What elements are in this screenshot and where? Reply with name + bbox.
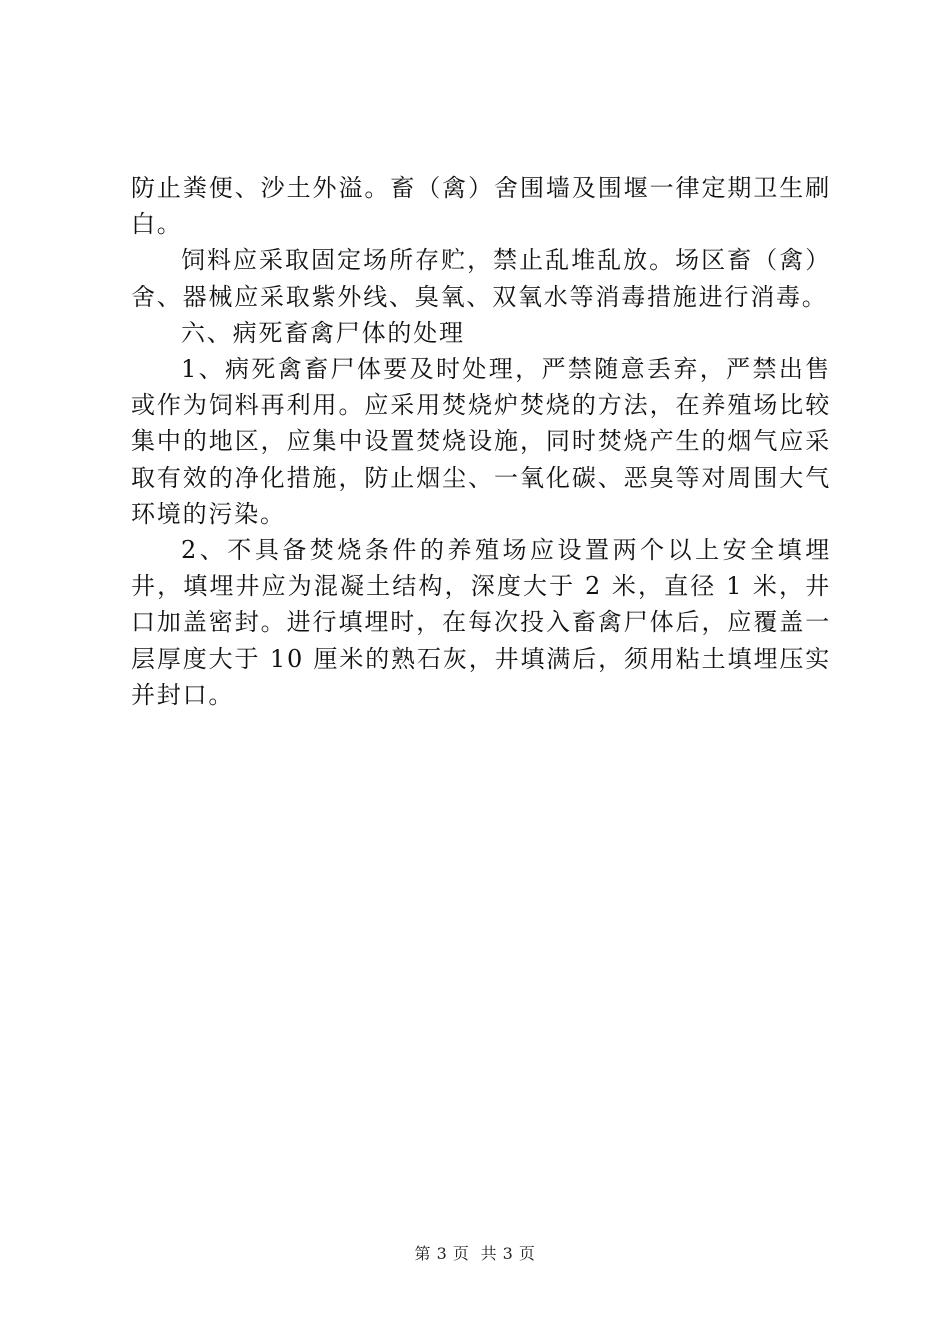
- page-number-label: 第 3 页 共 3 页: [414, 1244, 536, 1263]
- document-body: [131, 170, 831, 713]
- paragraph-feed-storage-disinfection: 饲料应采取固定场所存贮，禁止乱堆乱放。场区畜（禽）舍、器械应采取紫外线、臭氧、双氧水等消毒措施进行消毒。: [131, 246, 831, 311]
- page-footer: [0, 1243, 950, 1265]
- paragraph-burial-well: 2、不具备焚烧条件的养殖场应设置两个以上安全填埋井，填埋井应为混凝土结构，深度大于 2 米，直径 1 米，井口加盖密封。进行填埋时，在每次投入畜禽尸体后，应覆盖一层厚度大于 10 厘米的熟石灰，井填满后，须用粘土填埋压实并封口。: [131, 536, 831, 709]
- section-heading-dead-animal-disposal: 六、病死畜禽尸体的处理: [181, 318, 465, 347]
- paragraph-incineration: 1、病死禽畜尸体要及时处理，严禁随意丢弃，严禁出售或作为饲料再利用。应采用焚烧炉焚烧的方法，在养殖场比较集中的地区，应集中设置焚烧设施，同时焚烧产生的烟气应采取有效的净化措施，防止烟尘、一氧化碳、恶臭等对周围大气环境的污染。: [131, 355, 831, 528]
- paragraph-manure-containment: 防止粪便、沙土外溢。畜（禽）舍围墙及围堰一律定期卫生刷白。: [131, 174, 831, 239]
